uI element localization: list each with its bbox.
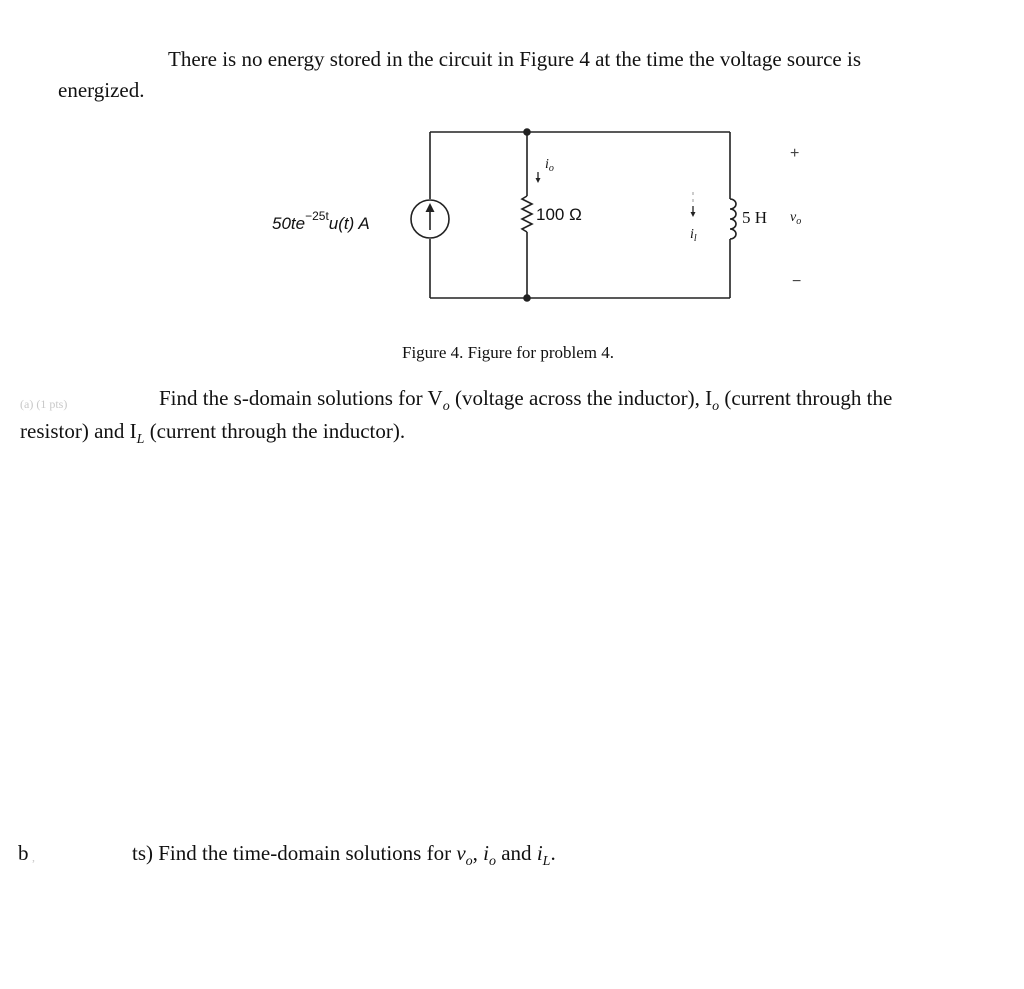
il-label: $i_l$ <box>690 227 697 244</box>
part-b-text: ts) Find the time-domain solutions for $v_o$, $i_o$ and $i_L$. <box>132 841 556 869</box>
resistor-zigzag <box>522 196 532 232</box>
part-b-faint: , <box>32 850 35 864</box>
resistor-label: 100 Ω <box>536 205 582 224</box>
intro-line-1: There is no energy stored in the circuit in Figure 4 at the time the voltage source is <box>168 47 861 71</box>
intro-line-2: energized. <box>58 78 145 102</box>
minus-sign: − <box>792 273 802 290</box>
part-a-line-1: Find the s-domain solutions for $V_o$ (voltage across the inductor), $I_o$ (current through the <box>159 386 893 414</box>
part-a-faint-label: (a) (1 pts) <box>20 397 68 411</box>
il-arrow-head <box>691 212 696 217</box>
plus-sign: + <box>790 145 800 162</box>
io-label: $i_o$ <box>545 157 554 174</box>
inductor-label: 5 H <box>742 208 768 227</box>
node-top <box>523 128 531 136</box>
part-b-label: b <box>18 841 29 865</box>
source-arrow-head <box>426 203 435 212</box>
io-arrow-head <box>536 178 541 183</box>
inductor-coil <box>730 199 736 239</box>
source-label: $50te^{-25t}u(t)$ A <box>272 209 370 233</box>
vo-label: $v_o$ <box>790 210 802 227</box>
node-bottom <box>523 294 531 302</box>
figure-caption: Figure 4. Figure for problem 4. <box>402 343 614 362</box>
part-a-line-2: resistor) and $I_L$ (current through the inductor). <box>20 419 406 447</box>
